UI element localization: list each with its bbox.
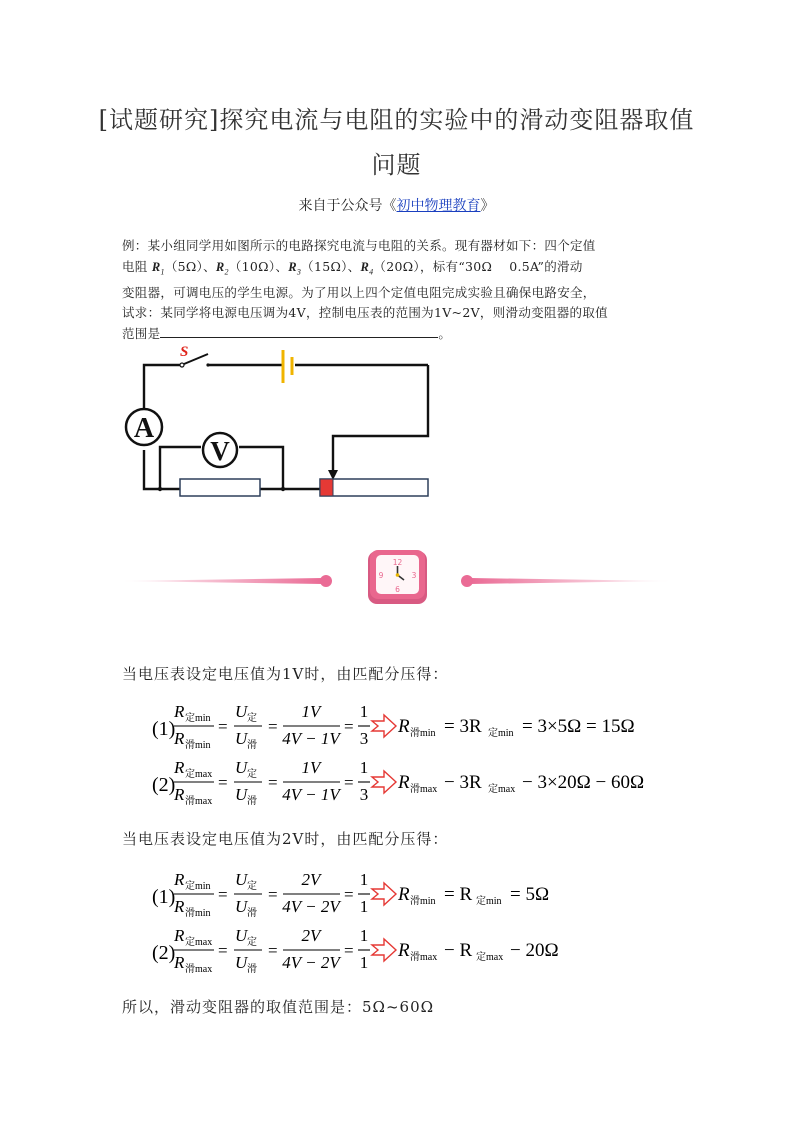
svg-text:R: R	[174, 926, 185, 945]
svg-text:滑max: 滑max	[410, 784, 438, 795]
problem-line-4: 试求：某同学将电源电压调为4V，控制电压表的范围为1V~2V，则滑动变阻器的取值	[122, 305, 608, 320]
svg-text:=: =	[268, 941, 278, 960]
equation-1-1	[152, 702, 635, 751]
svg-text:R: R	[174, 702, 185, 721]
svg-text:= 5Ω: = 5Ω	[510, 884, 550, 905]
page-title-line1: [试题研究]探究电流与电阻的实验中的滑动变阻器取值	[98, 106, 695, 134]
svg-text:1V: 1V	[301, 702, 321, 721]
implies-arrow-icon	[372, 883, 396, 905]
fixed-resistor	[180, 479, 260, 496]
clock-number: 6	[395, 585, 400, 594]
svg-text:=: =	[344, 717, 354, 736]
text-segment: （20Ω），标有“30Ω 0.5A”的滑动	[373, 258, 583, 274]
svg-text:1: 1	[359, 702, 369, 721]
svg-text:1V: 1V	[301, 758, 321, 777]
svg-text:R: R	[398, 884, 410, 905]
switch-contact	[206, 363, 209, 366]
problem-line-1: 例：某小组同学用如图所示的电路探究电流与电阻的关系。现有器材如下：四个定值	[122, 238, 596, 253]
svg-text:定: 定	[247, 937, 257, 948]
section1-heading: 当电压表设定电压值为1V时，由匹配分压得：	[122, 665, 449, 683]
svg-text:U: U	[235, 926, 248, 945]
svg-text:1: 1	[359, 758, 369, 777]
problem-paragraph	[122, 236, 682, 344]
equation-1-2	[152, 758, 644, 807]
svg-text:R: R	[174, 953, 185, 972]
source-suffix: 》	[480, 198, 495, 214]
resistor-symbol: $R_4$	[360, 259, 374, 276]
svg-text:4V − 2V: 4V − 2V	[282, 953, 340, 972]
svg-text:滑max: 滑max	[185, 964, 213, 975]
rheostat-slider[interactable]	[320, 479, 333, 496]
section2-equations	[150, 865, 670, 975]
clock-number: 12	[392, 558, 403, 567]
svg-text:=: =	[268, 885, 278, 904]
resistor-symbol: $R_1$	[151, 259, 165, 276]
svg-text:定max: 定max	[185, 769, 213, 780]
svg-text:R: R	[398, 716, 410, 737]
svg-text:定min: 定min	[488, 728, 514, 739]
clock-number: 9	[378, 571, 384, 580]
svg-text:R: R	[398, 940, 410, 961]
switch-label: S	[180, 344, 189, 360]
page-title-line2: 问题	[371, 151, 422, 179]
conclusion: 所以，滑动变阻器的取值范围是：5Ω~60Ω	[122, 998, 435, 1016]
svg-text:R: R	[174, 785, 185, 804]
svg-text:1: 1	[359, 870, 369, 889]
svg-text:定min: 定min	[476, 896, 502, 907]
source-line	[0, 195, 793, 215]
resistor-symbol: $R_2$	[215, 259, 229, 276]
svg-text:=: =	[218, 941, 228, 960]
svg-text:U: U	[235, 785, 248, 804]
svg-text:滑min: 滑min	[185, 740, 211, 751]
svg-text:= 3×5Ω = 15Ω: = 3×5Ω = 15Ω	[522, 716, 635, 737]
svg-text:滑: 滑	[247, 908, 257, 919]
svg-text:4V − 1V: 4V − 1V	[282, 785, 340, 804]
svg-text:U: U	[235, 897, 248, 916]
svg-text:滑min: 滑min	[185, 908, 211, 919]
equation-2-2	[152, 926, 559, 975]
svg-text:− 3×20Ω − 60Ω: − 3×20Ω − 60Ω	[522, 772, 645, 793]
svg-text:定max: 定max	[185, 937, 213, 948]
rheostat	[320, 479, 428, 496]
svg-text:1: 1	[359, 953, 369, 972]
implies-arrow-icon	[372, 939, 396, 961]
svg-text:=: =	[268, 717, 278, 736]
text-segment: （15Ω）、	[301, 258, 361, 274]
svg-text:= R: = R	[444, 884, 473, 905]
svg-text:4V − 1V: 4V − 1V	[282, 729, 340, 748]
problem-line-3: 变阻器，可调电压的学生电源。为了用以上四个定值电阻完成实验且确保电路安全，	[122, 284, 596, 300]
svg-text:=: =	[344, 773, 354, 792]
svg-text:R: R	[174, 897, 185, 916]
circuit-wires	[144, 354, 428, 489]
decorative-divider	[120, 548, 673, 606]
text-segment: （10Ω）、	[228, 258, 289, 274]
svg-text:定max: 定max	[488, 784, 516, 795]
svg-text:滑min: 滑min	[410, 728, 436, 739]
svg-text:2V: 2V	[301, 870, 321, 889]
problem-line-2	[122, 257, 682, 283]
svg-text:定min: 定min	[185, 713, 211, 724]
problem-line-5: 范围是 。	[122, 325, 452, 341]
svg-text:U: U	[235, 702, 248, 721]
svg-text:R: R	[398, 772, 410, 793]
svg-text:R: R	[174, 870, 185, 889]
svg-text:− 3R: − 3R	[444, 772, 482, 793]
svg-text:滑max: 滑max	[410, 952, 438, 963]
resistor-symbol: $R_3$	[288, 259, 302, 276]
svg-text:U: U	[235, 729, 248, 748]
svg-text:=: =	[218, 885, 228, 904]
junction-dot	[281, 487, 285, 491]
svg-text:− 20Ω: − 20Ω	[510, 940, 559, 961]
answer-blank[interactable]	[160, 324, 438, 338]
text-segment: （5Ω）、	[164, 258, 216, 274]
equation-2-1	[152, 870, 549, 919]
svg-text:(2): (2)	[152, 774, 176, 796]
source-link[interactable]: 初中物理教育	[396, 198, 481, 214]
svg-text:1: 1	[359, 926, 369, 945]
svg-text:=: =	[344, 941, 354, 960]
svg-text:滑max: 滑max	[185, 796, 213, 807]
svg-text:1: 1	[359, 897, 369, 916]
clock-number: 3	[411, 571, 417, 580]
svg-text:U: U	[235, 953, 248, 972]
svg-text:2V: 2V	[301, 926, 321, 945]
svg-text:(2): (2)	[152, 942, 176, 964]
svg-text:U: U	[235, 758, 248, 777]
svg-text:− R: − R	[444, 940, 473, 961]
divider-dot-left	[320, 575, 332, 587]
implies-arrow-icon	[372, 715, 396, 737]
svg-text:定min: 定min	[185, 881, 211, 892]
svg-text:3: 3	[359, 785, 369, 804]
svg-text:=: =	[344, 885, 354, 904]
svg-text:滑min: 滑min	[410, 896, 436, 907]
svg-text:= 3R: = 3R	[444, 716, 482, 737]
svg-text:4V − 2V: 4V − 2V	[282, 897, 340, 916]
svg-text:R: R	[174, 729, 185, 748]
section2-heading: 当电压表设定电压值为2V时，由匹配分压得：	[122, 830, 449, 848]
svg-text:滑: 滑	[247, 964, 257, 975]
svg-text:=: =	[218, 717, 228, 736]
svg-text:定: 定	[247, 881, 257, 892]
svg-text:=: =	[218, 773, 228, 792]
svg-text:(1): (1)	[152, 718, 176, 740]
svg-text:(1): (1)	[152, 886, 176, 908]
clock-icon	[368, 550, 427, 604]
switch-contact	[180, 363, 184, 367]
voltmeter-label: V	[210, 436, 230, 466]
svg-text:3: 3	[359, 729, 369, 748]
circuit-diagram	[120, 340, 440, 505]
section1-equations	[150, 697, 670, 807]
svg-text:R: R	[174, 758, 185, 777]
svg-text:定: 定	[247, 769, 257, 780]
svg-text:滑: 滑	[247, 796, 257, 807]
text-segment: 电阻	[122, 258, 152, 274]
junction-dot	[158, 487, 162, 491]
source-prefix: 来自于公众号《	[298, 198, 397, 214]
divider-line-left	[120, 578, 323, 584]
svg-text:=: =	[268, 773, 278, 792]
ammeter-label: A	[133, 413, 155, 444]
svg-text:滑: 滑	[247, 740, 257, 751]
implies-arrow-icon	[372, 771, 396, 793]
svg-text:U: U	[235, 870, 248, 889]
svg-text:定max: 定max	[476, 952, 504, 963]
divider-line-right	[470, 578, 673, 584]
svg-text:定: 定	[247, 713, 257, 724]
